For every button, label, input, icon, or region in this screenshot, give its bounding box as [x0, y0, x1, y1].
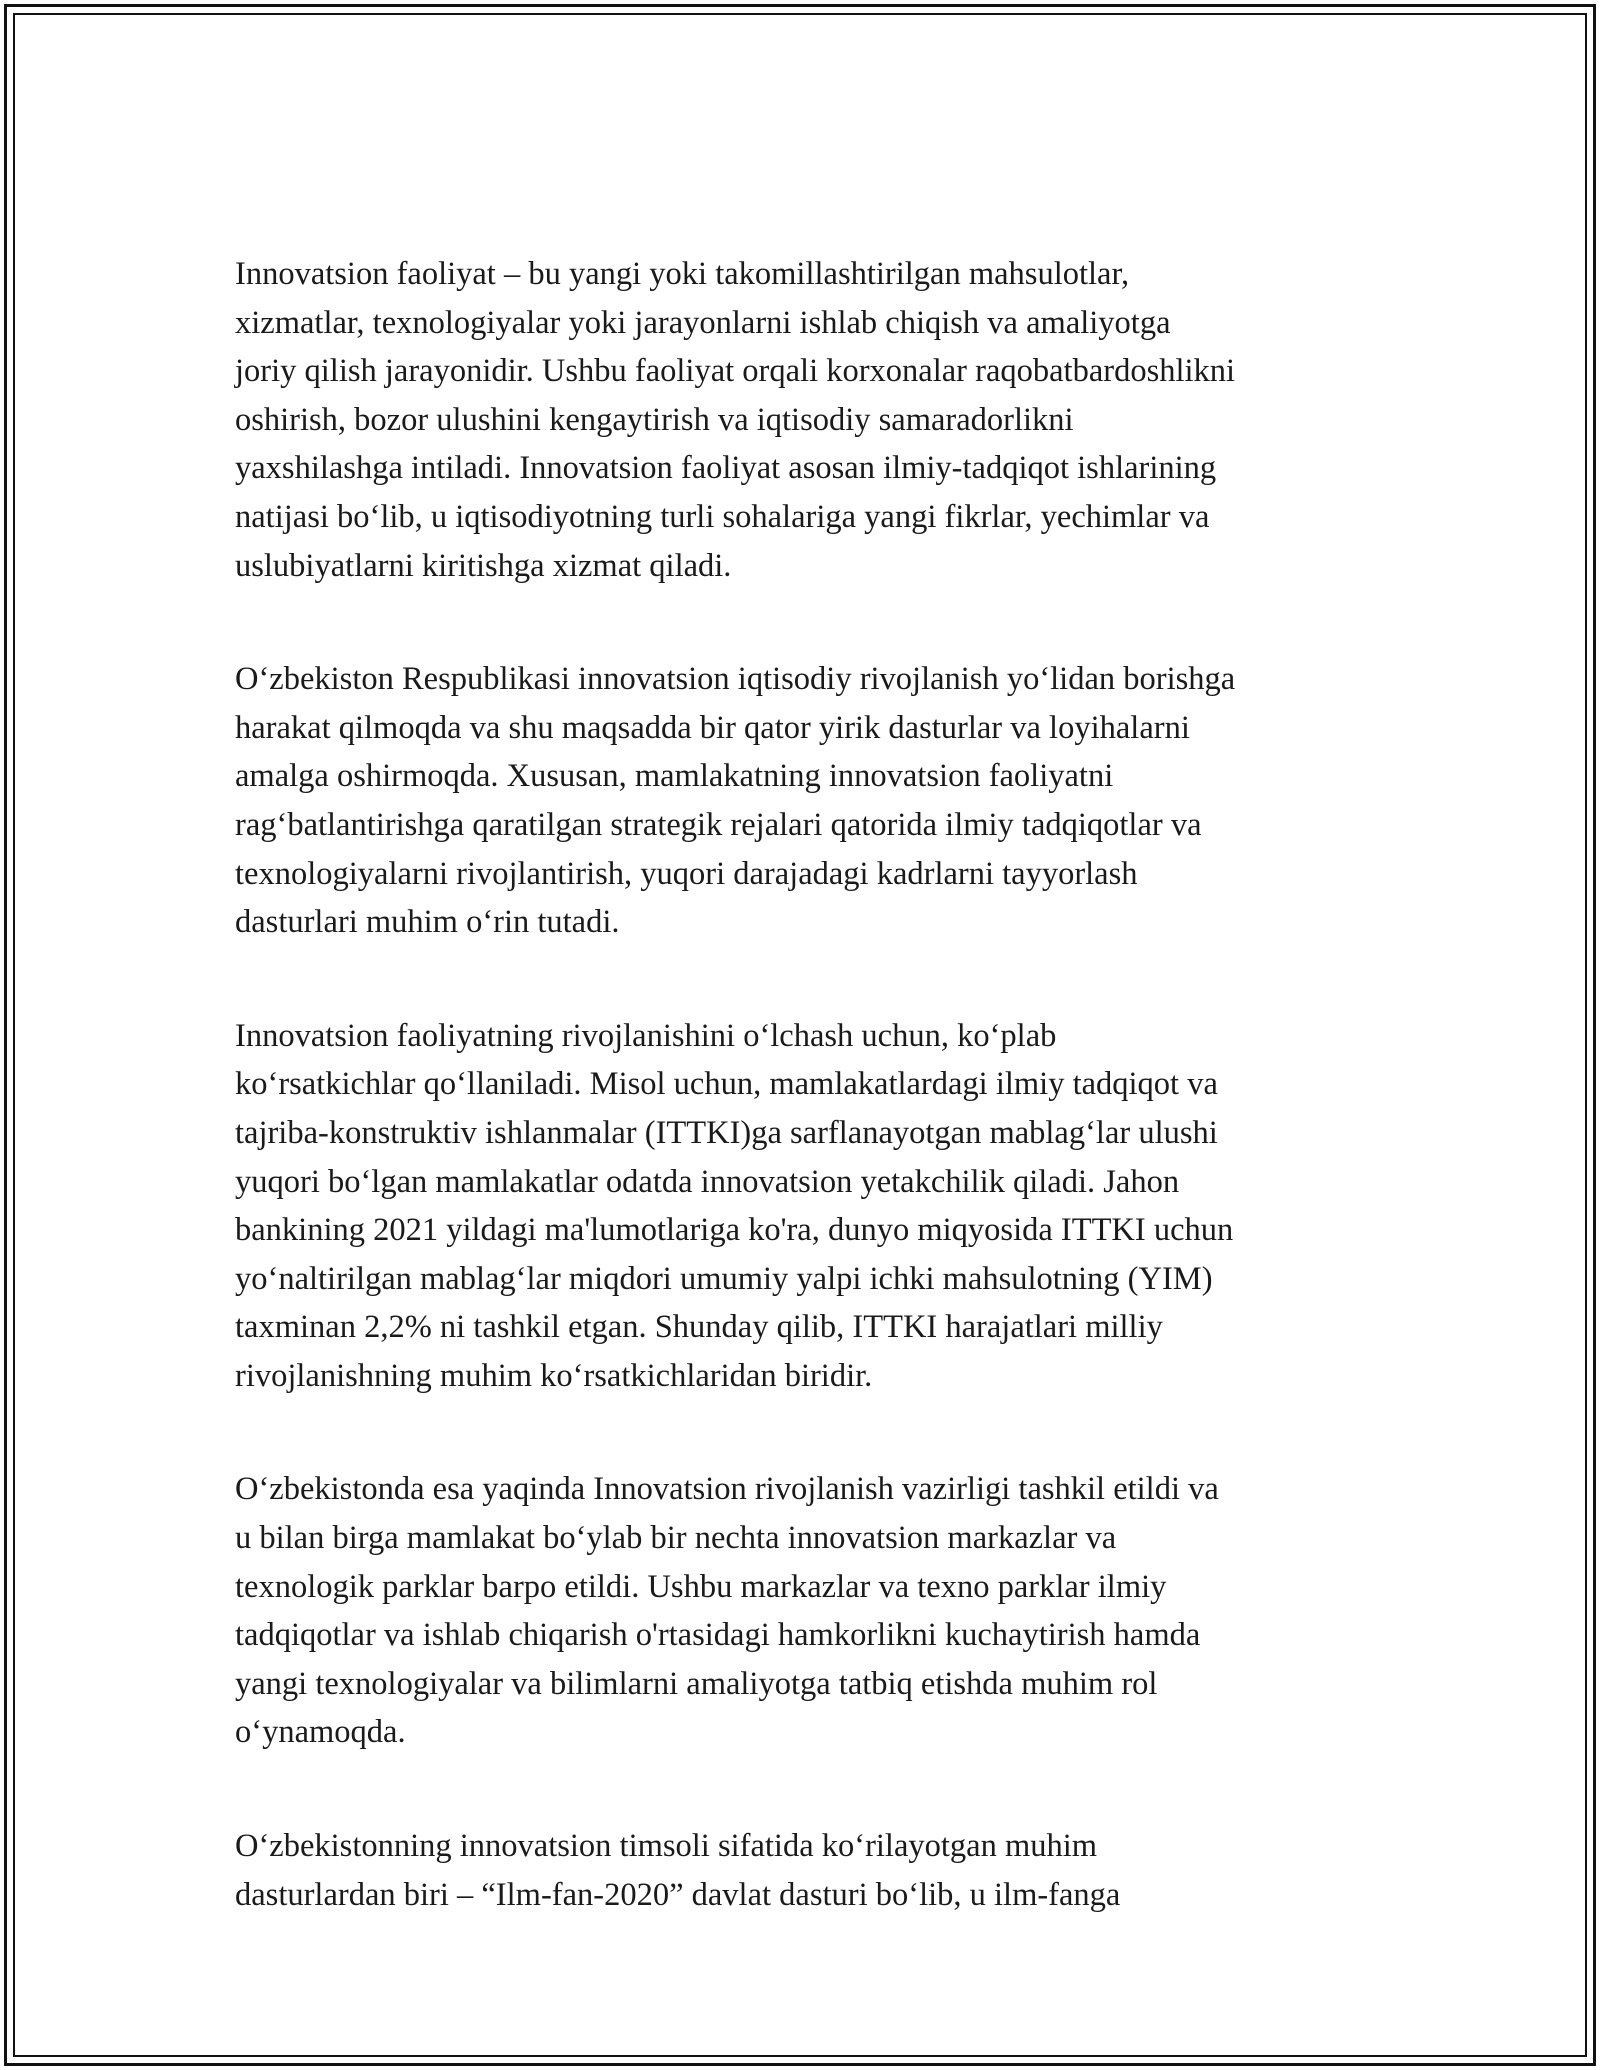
text-line: yuqori bo‘lgan mamlakatlar odatda innovatsion yetakchilik qiladi. Jahon: [235, 1163, 1180, 1200]
text-line: O‘zbekiston Respublikasi innovatsion iqtisodiy rivojlanish yo‘lidan borishga: [235, 661, 1236, 698]
text-line: tadqiqotlar va ishlab chiqarish o'rtasidagi hamkorlikni kuchaytirish hamda: [235, 1617, 1201, 1654]
text-line: Innovatsion faoliyatning rivojlanishini o‘lchash uchun, ko‘plab: [235, 1017, 1057, 1054]
text-line: yo‘naltirilgan mablag‘lar miqdori umumiy yalpi ichki mahsulotning (YIM): [235, 1260, 1213, 1297]
text-line: ko‘rsatkichlar qo‘llaniladi. Misol uchun, mamlakatlardagi ilmiy tadqiqot va: [235, 1066, 1218, 1103]
text-line: uslubiyatlarni kiritishga xizmat qiladi.: [235, 547, 732, 584]
text-line: dasturlardan biri – “Ilm-fan-2020” davlat dasturi bo‘lib, u ilm-fanga: [235, 1876, 1121, 1913]
paragraph-uzbekistan-development: [235, 655, 1385, 947]
text-line: joriy qilish jarayonidir. Ushbu faoliyat orqali korxonalar raqobatbardoshlikni: [235, 353, 1236, 390]
text-line: xizmatlar, texnologiyalar yoki jarayonlarni ishlab chiqish va amaliyotga: [235, 304, 1171, 341]
text-line: harakat qilmoqda va shu maqsadda bir qator yirik dasturlar va loyihalarni: [235, 709, 1190, 746]
text-line: yangi texnologiyalar va bilimlarni amaliyotga tatbiq etishda muhim rol: [235, 1665, 1158, 1702]
text-line: taxminan 2,2% ni tashkil etgan. Shunday qilib, ITTKI harajatlari milliy: [235, 1309, 1163, 1346]
text-line: dasturlari muhim o‘rin tutadi.: [235, 904, 620, 941]
text-line: texnologik parklar barpo etildi. Ushbu markazlar va texno parklar ilmiy: [235, 1568, 1167, 1605]
text-line: O‘zbekistonning innovatsion timsoli sifatida ko‘rilayotgan muhim: [235, 1828, 1098, 1865]
paragraph-innovation-definition: [235, 250, 1385, 590]
paragraph-measurement-indicators: [235, 1012, 1385, 1401]
paragraph-ilm-fan-program: [235, 1822, 1385, 1919]
text-line: tajriba-konstruktiv ishlanmalar (ITTKI)ga sarflanayotgan mablag‘lar ulushi: [235, 1114, 1218, 1151]
text-line: oshirish, bozor ulushini kengaytirish va iqtisodiy samaradorlikni: [235, 401, 1074, 438]
text-line: amalga oshirmoqda. Xususan, mamlakatning innovatsion faoliyatni: [235, 758, 1114, 795]
text-line: u bilan birga mamlakat bo‘ylab bir nechta innovatsion markazlar va: [235, 1520, 1117, 1557]
text-line: rivojlanishning muhim ko‘rsatkichlaridan biridir.: [235, 1357, 873, 1394]
document-body: [235, 250, 1385, 1919]
text-line: Innovatsion faoliyat – bu yangi yoki takomillashtirilgan mahsulotlar,: [235, 256, 1130, 292]
text-line: bankining 2021 yildagi ma'lumotlariga ko'ra, dunyo miqyosida ITTKI uchun: [235, 1212, 1234, 1249]
text-line: natijasi bo‘lib, u iqtisodiyotning turli sohalariga yangi fikrlar, yechimlar va: [235, 498, 1210, 535]
text-line: o‘ynamoqda.: [235, 1714, 406, 1751]
paragraph-innovation-ministry: [235, 1465, 1385, 1757]
text-line: yaxshilashga intiladi. Innovatsion faoliyat asosan ilmiy-tadqiqot ishlarining: [235, 450, 1217, 487]
text-line: texnologiyalarni rivojlantirish, yuqori darajadagi kadrlarni tayyorlash: [235, 855, 1138, 892]
text-line: O‘zbekistonda esa yaqinda Innovatsion rivojlanish vazirligi tashkil etildi va: [235, 1471, 1219, 1508]
text-line: rag‘batlantirishga qaratilgan strategik rejalari qatorida ilmiy tadqiqotlar va: [235, 806, 1202, 843]
